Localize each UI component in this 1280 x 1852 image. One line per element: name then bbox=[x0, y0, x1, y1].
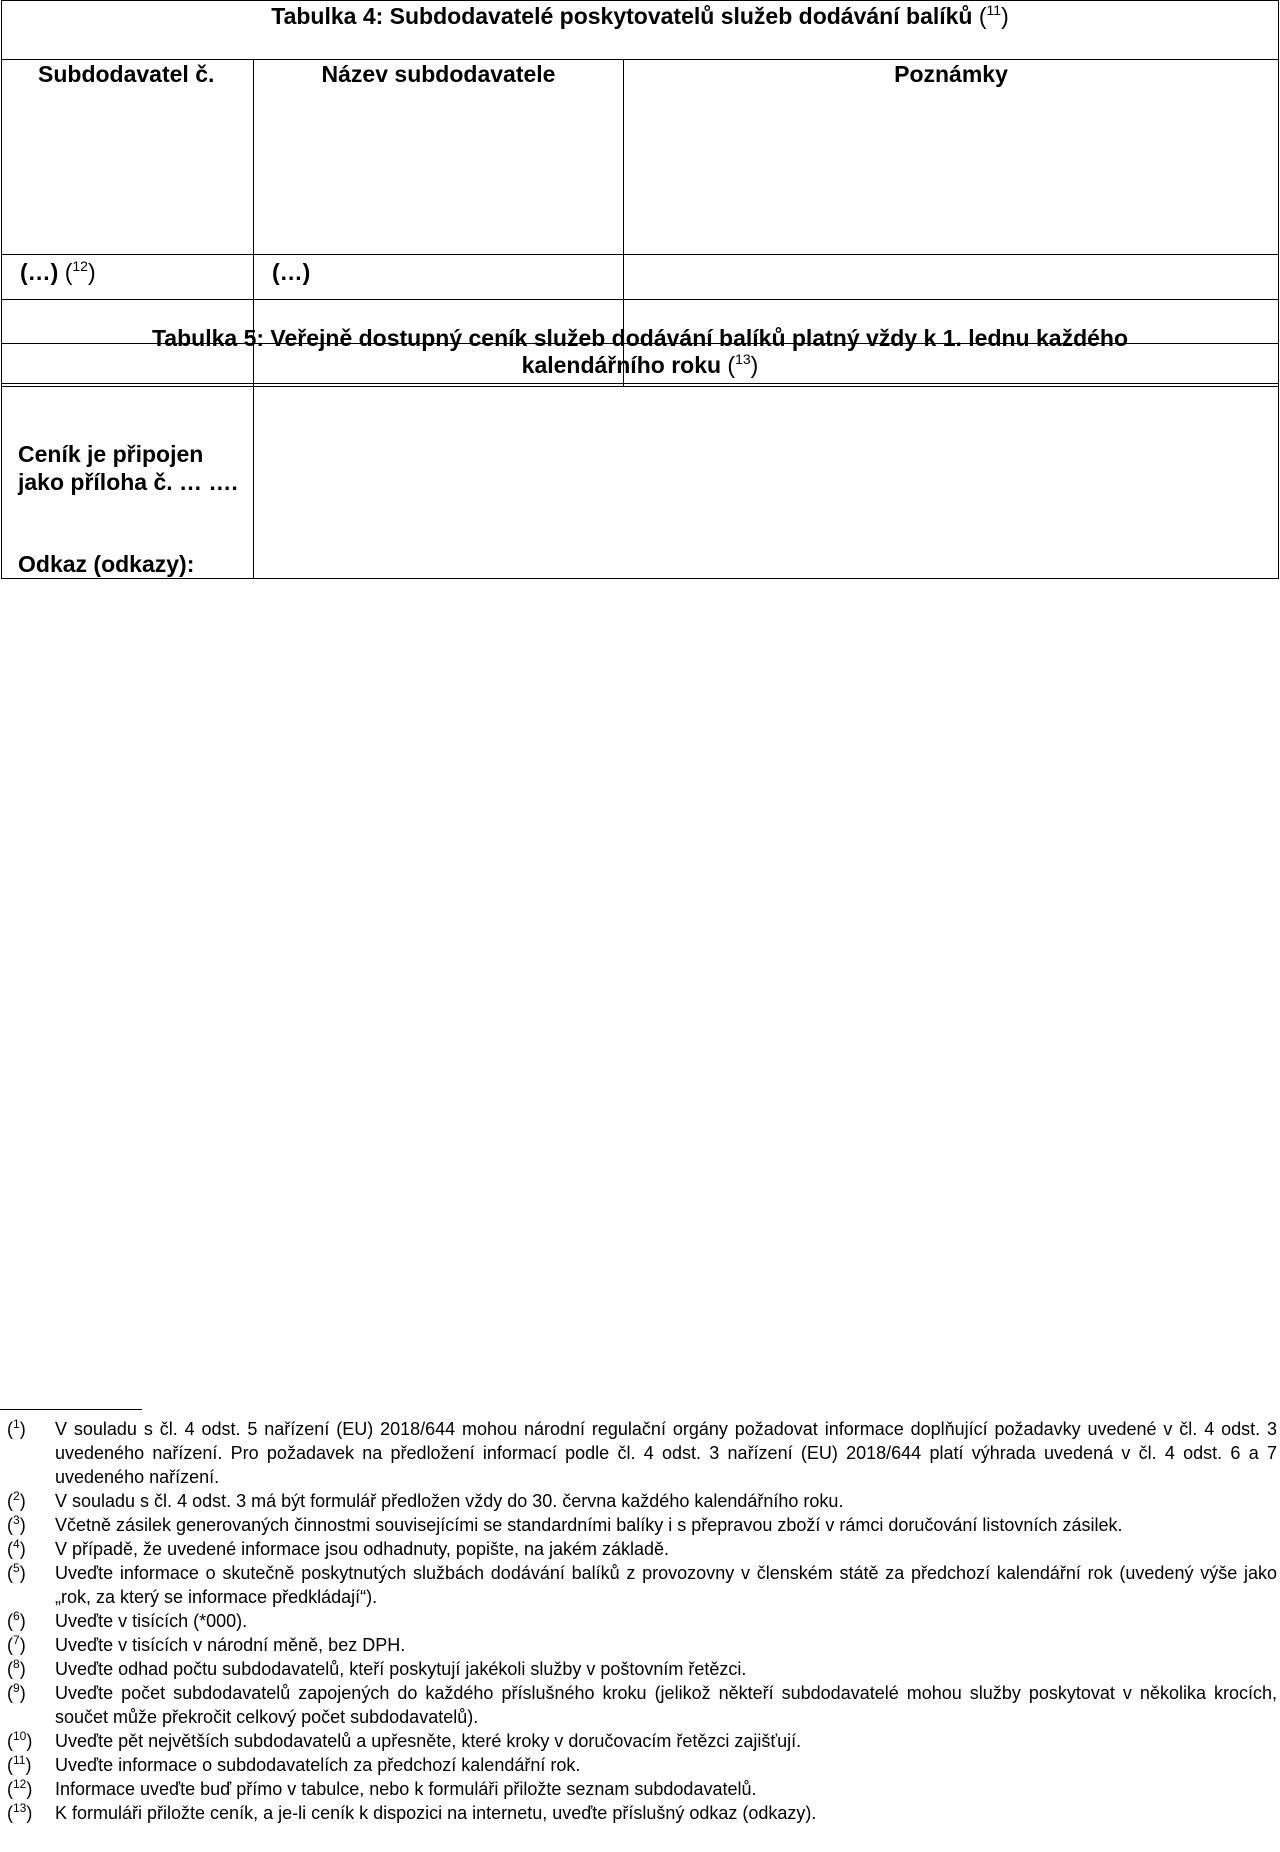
footnote-mark: ($^{11}$) bbox=[7, 1753, 32, 1775]
cell-notes[interactable] bbox=[624, 255, 1279, 300]
footnote-mark: ($^6$) bbox=[7, 1609, 26, 1631]
cell-subcontractor-name[interactable]: (…) bbox=[254, 255, 624, 300]
footnote-text: Uveďte informace o subdodavatelích za předchozí kalendářní rok. bbox=[55, 1755, 581, 1775]
footnote-mark: ($^{13}$) bbox=[7, 1801, 33, 1823]
footnotes bbox=[7, 1417, 1277, 1825]
table4-caption: Tabulka 4: Subdodavatelé poskytovatelů služeb dodávání balíků ($^{11}$) bbox=[2, 1, 1279, 60]
footnote-text: Uveďte informace o skutečně poskytnutých službách dodávání balíků z provozovny v členském státě za předchozí kalendářní rok (uvedený výše jako „rok, za který se informace předkládají“). bbox=[55, 1563, 1277, 1607]
footnote-text: Uveďte pět největších subdodavatelů a upřesněte, které kroky v doručovacím řetězci zajišťují. bbox=[55, 1731, 802, 1751]
cell-subcontractor-no[interactable]: (…) ($^{12}$) bbox=[2, 255, 254, 300]
price-list-content-cell[interactable] bbox=[254, 384, 1279, 579]
attachment-label: Ceník je připojen jako příloha č. … …. bbox=[18, 441, 238, 495]
footnote-mark: ($^{12}$) bbox=[7, 1777, 33, 1799]
footnote-mark: ($^7$) bbox=[7, 1633, 26, 1655]
footnote-7 bbox=[7, 1633, 1277, 1657]
footnote-mark: ($^5$) bbox=[7, 1561, 26, 1583]
footnote-mark: ($^{10}$) bbox=[7, 1729, 33, 1751]
price-list-attachment-cell[interactable] bbox=[2, 384, 254, 579]
footnote-6 bbox=[7, 1609, 1277, 1633]
footnote-mark: ($^2$) bbox=[7, 1489, 26, 1511]
footnote-text: Uveďte počet subdodavatelů zapojených do každého příslušného kroku (jelikož někteří subdodavatelé mohou služby poskytovat v několika krocích, součet může překročit celkový počet subdodavatelů). bbox=[55, 1683, 1277, 1727]
table5-caption: Tabulka 5: Veřejně dostupný ceník služeb dodávání balíků platný vždy k 1. lednu každého kalendářního roku ($^{13}$) bbox=[151, 325, 1129, 378]
table-row bbox=[2, 255, 1279, 300]
footnote-mark: ($^1$) bbox=[7, 1417, 26, 1439]
footnote-12 bbox=[7, 1777, 1277, 1801]
footnote-text: Uveďte odhad počtu subdodavatelů, kteří poskytují jakékoli služby v poštovním řetězci. bbox=[55, 1659, 747, 1679]
footnote-1 bbox=[7, 1417, 1277, 1489]
footnote-5 bbox=[7, 1561, 1277, 1609]
footnote-10 bbox=[7, 1729, 1277, 1753]
footnote-text: V případě, že uvedené informace jsou odhadnuty, popište, na jakém základě. bbox=[55, 1539, 670, 1559]
footnote-11 bbox=[7, 1753, 1277, 1777]
footnote-text: Uveďte v tisících (*000). bbox=[55, 1611, 248, 1631]
footnote-9 bbox=[7, 1681, 1277, 1729]
header-notes: Poznámky bbox=[624, 60, 1279, 255]
footnote-text: Včetně zásilek generovaných činnostmi souvisejícími se standardními balíky i s přepravou zboží v rámci doručování listovních zásilek. bbox=[55, 1515, 1123, 1535]
footnote-mark: ($^9$) bbox=[7, 1681, 26, 1703]
footnote-4 bbox=[7, 1537, 1277, 1561]
footnote-text: K formuláři přiložte ceník, a je-li ceník k dispozici na internetu, uveďte příslušný odkaz (odkazy). bbox=[55, 1803, 817, 1823]
footnote-8 bbox=[7, 1657, 1277, 1681]
header-subcontractor-name: Název subdodavatele bbox=[254, 60, 624, 255]
footnote-2 bbox=[7, 1489, 1277, 1513]
footnote-text: Uveďte v tisících v národní měně, bez DPH. bbox=[55, 1635, 406, 1655]
footnote-separator bbox=[0, 1409, 142, 1410]
price-list-table bbox=[1, 383, 1279, 579]
footnote-text: V souladu s čl. 4 odst. 5 nařízení (EU) 2018/644 mohou národní regulační orgány požadovat informace doplňující požadavky uvedené v čl. 4 odst. 3 uvedeného nařízení. Pro požadavek na předložení informací podle čl. 4 odst. 3 nařízení (EU) 2018/644 platí výhrada uvedená v čl. 4 odst. 6 a 7 uvedeného nařízení. bbox=[55, 1419, 1277, 1487]
footnote-mark: ($^4$) bbox=[7, 1537, 26, 1559]
footnote-mark: ($^8$) bbox=[7, 1657, 26, 1679]
footnote-mark: ($^3$) bbox=[7, 1513, 26, 1535]
link-label: Odkaz (odkazy): bbox=[18, 551, 195, 577]
footnote-3 bbox=[7, 1513, 1277, 1537]
footnote-text: Informace uveďte buď přímo v tabulce, nebo k formuláři přiložte seznam subdodavatelů. bbox=[55, 1779, 757, 1799]
footnote-13 bbox=[7, 1801, 1277, 1825]
footnote-text: V souladu s čl. 4 odst. 3 má být formulář předložen vždy do 30. června každého kalendářního roku. bbox=[55, 1491, 844, 1511]
header-subcontractor-no: Subdodavatel č. bbox=[2, 60, 254, 255]
